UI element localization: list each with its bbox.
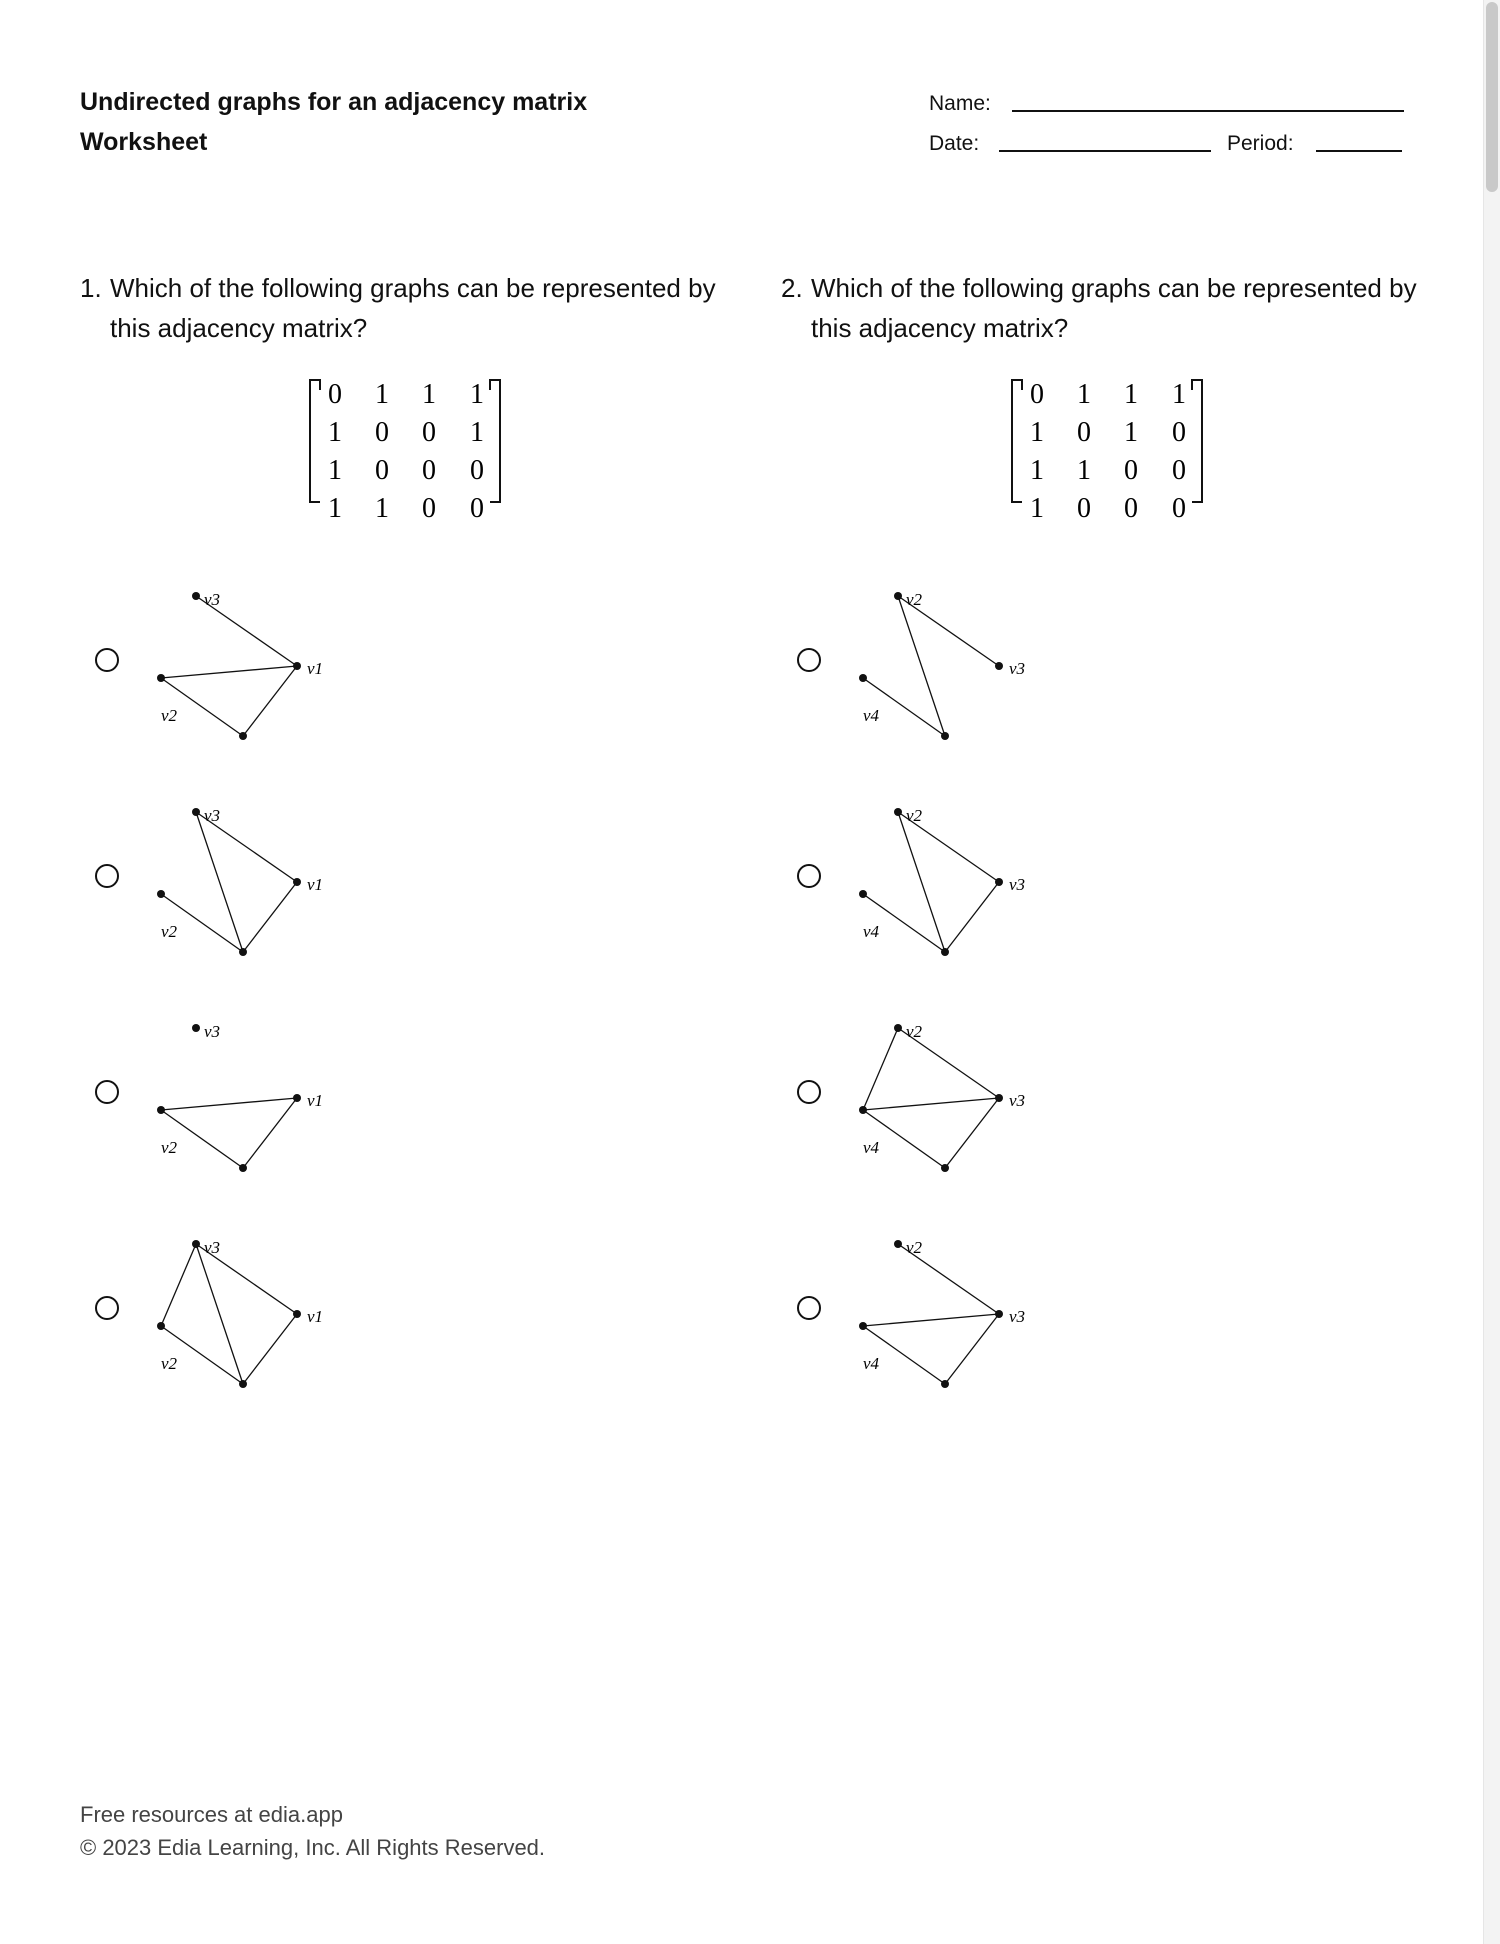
title-line-1: Undirected graphs for an adjacency matrix: [80, 88, 588, 116]
matrix-cell: 0: [422, 417, 436, 448]
vertex-label: v4: [863, 1354, 880, 1373]
vertex-label: v2: [906, 806, 923, 825]
adjacency-matrix-2: [1002, 372, 1212, 527]
question-2: [781, 268, 1421, 348]
matrix-right-bracket: [1192, 380, 1202, 502]
graph-diagram: [150, 1228, 350, 1408]
graph-diagram: [150, 1012, 350, 1192]
vertex-label: v1: [307, 1307, 324, 1326]
matrix-left-bracket: [1012, 380, 1022, 502]
vertex-label: v3: [1009, 659, 1026, 678]
vertex-label: v2: [906, 590, 923, 609]
matrix-cell: 0: [1172, 417, 1186, 448]
matrix-cell: 1: [375, 379, 389, 410]
period-label: Period:: [1227, 132, 1294, 155]
vertex-label: v3: [204, 1022, 221, 1041]
name-field-line[interactable]: [1012, 110, 1404, 112]
graph-diagram: [852, 1228, 1052, 1408]
footer-resources: Free resources at edia.app: [80, 1802, 343, 1827]
name-label: Name:: [929, 92, 991, 115]
radio-button[interactable]: [95, 1296, 119, 1320]
matrix-cell: 1: [375, 493, 389, 522]
worksheet-title: [80, 82, 587, 162]
vertex-label: v4: [863, 922, 880, 941]
matrix-cell: 0: [375, 455, 389, 486]
radio-button[interactable]: [797, 1080, 821, 1104]
vertex-label: v3: [1009, 875, 1026, 894]
date-field-line[interactable]: [999, 150, 1211, 152]
vertex-label: v4: [863, 706, 880, 725]
matrix-cell: 0: [422, 455, 436, 486]
date-label: Date:: [929, 132, 980, 155]
matrix-cell: 1: [1077, 379, 1091, 410]
vertical-scrollbar[interactable]: [1483, 0, 1500, 1944]
question-text: Which of the following graphs can be represented by this adjacency matrix?: [811, 273, 1417, 343]
matrix-cell: 1: [1030, 417, 1044, 448]
matrix-cell: 1: [1124, 379, 1138, 410]
vertex-label: v1: [307, 1091, 324, 1110]
matrix-cell: 0: [1124, 455, 1138, 486]
matrix-cell: 1: [1030, 493, 1044, 522]
graph-diagram: [150, 580, 350, 760]
graph-diagram: [852, 796, 1052, 976]
matrix-cell: 0: [375, 417, 389, 448]
matrix-cell: 0: [470, 493, 484, 522]
matrix-cell: 1: [1030, 455, 1044, 486]
matrix-cell: 0: [1172, 493, 1186, 522]
vertex-label: v2: [161, 706, 178, 725]
vertex-label: v3: [204, 806, 221, 825]
matrix-cell: 1: [328, 455, 342, 486]
question-number: 2.: [781, 273, 803, 303]
matrix-cell: 0: [1077, 493, 1091, 522]
vertex-label: v3: [204, 590, 221, 609]
matrix-cell: 0: [1030, 379, 1044, 410]
matrix-cell: 1: [1172, 379, 1186, 410]
vertex-label: v2: [161, 922, 178, 941]
matrix-cell: 1: [470, 379, 484, 410]
matrix-cell: 0: [470, 455, 484, 486]
footer-copyright: © 2023 Edia Learning, Inc. All Rights Reserved.: [80, 1835, 546, 1860]
radio-button[interactable]: [797, 864, 821, 888]
radio-button[interactable]: [95, 864, 119, 888]
question-1: [80, 268, 720, 348]
matrix-cell: 0: [1172, 455, 1186, 486]
matrix-cell: 1: [470, 417, 484, 448]
question-number: 1.: [80, 273, 102, 303]
vertex-label: v3: [1009, 1091, 1026, 1110]
vertex-label: v4: [863, 1138, 880, 1157]
vertex-label: v3: [204, 1238, 221, 1257]
vertex-label: v1: [307, 875, 324, 894]
question-text: Which of the following graphs can be represented by this adjacency matrix?: [110, 273, 716, 343]
adjacency-matrix-1: [300, 372, 510, 527]
vertex-label: v2: [161, 1138, 178, 1157]
matrix-cell: 0: [1077, 417, 1091, 448]
vertex-label: v2: [161, 1354, 178, 1373]
title-line-2: Worksheet: [80, 128, 208, 156]
matrix-cell: 1: [1077, 455, 1091, 486]
period-field-line[interactable]: [1316, 150, 1402, 152]
vertex-label: v2: [906, 1022, 923, 1041]
vertex-label: v2: [906, 1238, 923, 1257]
matrix-cell: 0: [422, 493, 436, 522]
graph-diagram: [150, 796, 350, 976]
radio-button[interactable]: [797, 648, 821, 672]
footer: [80, 1798, 545, 1864]
matrix-cell: 1: [422, 379, 436, 410]
vertex-label: v1: [307, 659, 324, 678]
graph-diagram: [852, 580, 1052, 760]
matrix-cell: 0: [1124, 493, 1138, 522]
radio-button[interactable]: [95, 648, 119, 672]
radio-button[interactable]: [95, 1080, 119, 1104]
radio-button[interactable]: [797, 1296, 821, 1320]
matrix-left-bracket: [310, 380, 320, 502]
matrix-right-bracket: [490, 380, 500, 502]
scrollbar-thumb[interactable]: [1486, 2, 1498, 192]
matrix-cell: 1: [328, 493, 342, 522]
vertex-label: v3: [1009, 1307, 1026, 1326]
matrix-cell: 1: [1124, 417, 1138, 448]
matrix-cell: 0: [328, 379, 342, 410]
matrix-cell: 1: [328, 417, 342, 448]
graph-diagram: [852, 1012, 1052, 1192]
